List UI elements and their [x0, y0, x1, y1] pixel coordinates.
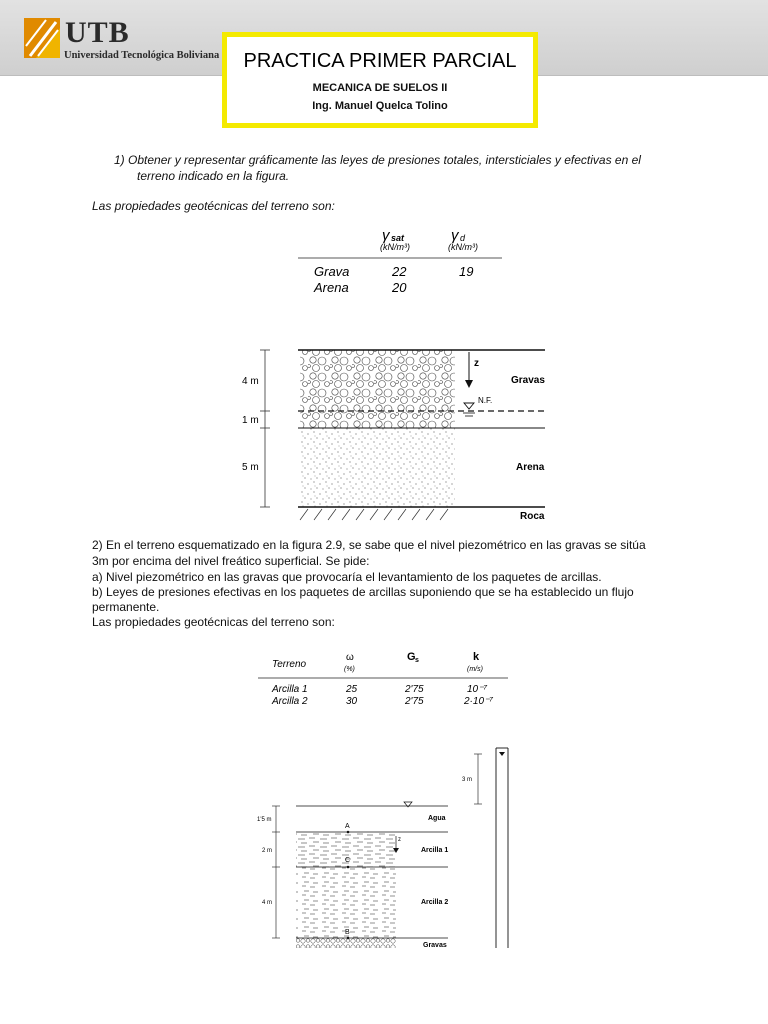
table1-row2-name: Arena: [314, 280, 349, 295]
table2-header-k-unit: (m/s): [467, 666, 483, 673]
table2-header-w: ω: [346, 652, 354, 663]
table1-col2-sub: d: [460, 233, 466, 243]
fig2-dim-15m: 1'5 m: [257, 817, 272, 823]
table1-row1-name: Grava: [314, 264, 350, 279]
problem1-soil-profile-figure: [0, 340, 768, 530]
fig1-dim-5m: 5 m: [242, 462, 259, 473]
problem1-line1: 1) Obtener y representar gráficamente las leyes de presiones totales, intersticiales y efectivas en el: [114, 153, 641, 167]
problem2-soil-profile-figure: [0, 740, 768, 960]
problem1-properties-table: [0, 220, 768, 320]
fig1-z-label: z: [474, 358, 479, 369]
fig2-z-label: z: [398, 837, 401, 843]
fig1-dim-4m: 4 m: [242, 376, 259, 387]
fig2-dim-4m: 4 m: [262, 900, 273, 906]
table2-row1-w: 25: [346, 684, 358, 695]
problem2-line6: Las propiedades geotécnicas del terreno son:: [92, 615, 335, 629]
fig1-layer-gravas: Gravas: [511, 375, 545, 386]
table1-col1-symbol: γ: [382, 227, 390, 244]
logo-subtitle: Universidad Tecnológica Boliviana: [64, 50, 220, 61]
table2-row1-gs: 2'75: [405, 684, 424, 695]
table2-header-gs-sub: s: [415, 657, 419, 664]
fig1-dim-1m: 1 m: [242, 415, 259, 426]
table1-row2-gsat: 20: [392, 280, 407, 295]
table2-row1-name: Arcilla 1: [272, 684, 308, 695]
table1-col2-unit: (kN/m³): [448, 242, 478, 252]
table2-row2-w: 30: [346, 696, 358, 707]
table2-row2-name: Arcilla 2: [272, 696, 308, 707]
logo-text: UTB: [65, 16, 130, 49]
problem1-properties-intro: Las propiedades geotécnicas del terreno son:: [92, 199, 335, 213]
table2-header-terreno: Terreno: [272, 659, 307, 670]
table1-row1-gsat: 22: [392, 264, 407, 279]
fig2-dim-2m: 2 m: [262, 848, 273, 854]
problem2-properties-table: [0, 640, 768, 720]
problem2-line5: permanente.: [92, 600, 160, 614]
table2-row2-gs: 2'75: [405, 696, 424, 707]
table2-header-w-unit: (%): [344, 666, 355, 673]
table2-row1-k: 10⁻⁷: [467, 684, 488, 695]
fig2-point-c: C: [345, 857, 351, 864]
fig1-z-arrow-icon: [465, 380, 473, 388]
problem2-line2: 3m por encima del nivel freático superficial. Se pide:: [92, 554, 370, 568]
fig1-layer-arena: Arena: [516, 462, 545, 473]
page-title: PRACTICA PRIMER PARCIAL: [243, 50, 517, 72]
problem2-line4: b) Leyes de presiones efectivas en los paquetes de arcillas suponiendo que se ha establecido un flujo: [92, 585, 634, 599]
table1-col2-symbol: γ: [451, 227, 459, 244]
fig1-layer-roca: Roca: [520, 511, 545, 522]
problem2-line1: 2) En el terreno esquematizado en la figura 2.9, se sabe que el nivel piezométrico en las gravas se sitúa: [92, 538, 646, 552]
table2-header-gs: G: [407, 651, 416, 663]
fig2-dim-3m: 3 m: [462, 777, 473, 783]
utb-logo: [22, 16, 222, 66]
table2-row2-k: 2·10⁻⁷: [464, 696, 494, 707]
fig1-water-table-icon: [464, 403, 474, 409]
table1-col1-sub: sat: [391, 233, 405, 243]
subject-title: MECANICA DE SUELOS II: [312, 82, 448, 94]
table1-col1-unit: (kN/m³): [380, 242, 410, 252]
fig2-layer-arcilla2: Arcilla 2: [421, 899, 449, 906]
problem2-line3: a) Nivel piezométrico en las gravas que provocaría el levantamiento de los paquetes de arcillas.: [92, 570, 602, 584]
fig2-layer-arcilla1: Arcilla 1: [421, 847, 449, 854]
table1-row1-gd: 19: [459, 264, 474, 279]
fig2-point-b: B: [345, 929, 350, 936]
table2-header-k: k: [473, 651, 480, 663]
fig2-layer-gravas: Gravas: [423, 942, 447, 949]
instructor-name: Ing. Manuel Quelca Tolino: [312, 100, 448, 112]
fig2-point-a: A: [345, 823, 350, 830]
utb-emblem-icon: [22, 16, 62, 60]
title-box: [222, 32, 538, 128]
fig1-nf-label: N.F.: [478, 396, 493, 405]
fig2-piezometer-level-icon: [499, 752, 505, 756]
problem1-line2: terreno indicado en la figura.: [137, 169, 290, 183]
fig2-layer-agua: Agua: [428, 815, 446, 822]
